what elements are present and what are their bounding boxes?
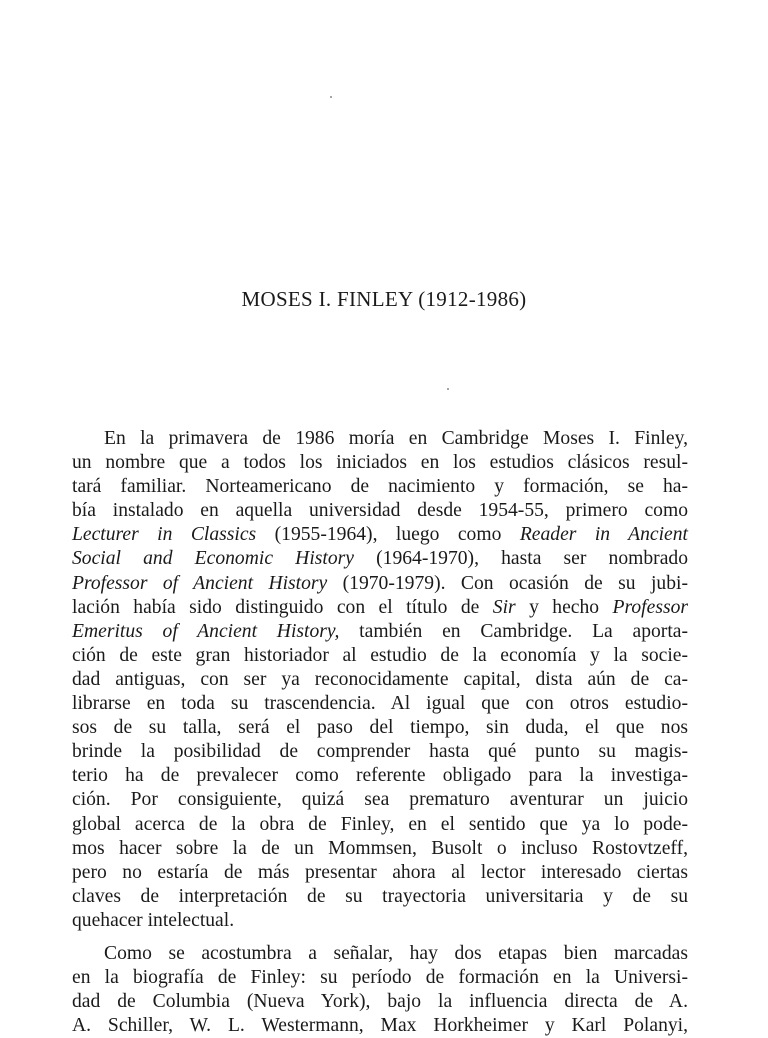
text-line [72, 523, 688, 547]
paragraph-gap [72, 933, 688, 942]
text-line [72, 740, 688, 764]
italic-text: Lecturer in Classics [72, 524, 257, 546]
text-line [72, 966, 688, 990]
text-line [72, 813, 688, 837]
text-run: claves de interpretación de su trayectoria universitaria y de su [72, 885, 688, 907]
text-run: también en Cambridge. La aporta- [339, 620, 688, 642]
text-run: A. Schiller, W. L. Westermann, Max Horkheimer y Karl Polanyi, [72, 1015, 688, 1037]
text-run: lación había sido distinguido con el título de [72, 596, 493, 618]
text-run: bía instalado en aquella universidad desde 1954-55, primero como [72, 500, 688, 522]
text-line [72, 788, 688, 812]
text-run: en la biografía de Finley: su período de formación en la Universi- [72, 967, 688, 989]
text-run: Como se acostumbra a señalar, hay dos etapas bien marcadas [104, 942, 688, 964]
text-run: terio ha de prevalecer como referente obligado para la investiga- [72, 765, 688, 787]
italic-text: Reader in Ancient [519, 524, 688, 546]
text-run: ción de este gran historiador al estudio de la economía y la socie- [72, 644, 688, 666]
text-run: (1964-1970), hasta ser nombrado [353, 548, 688, 570]
text-run: En la primavera de 1986 moría en Cambridge Moses I. Finley, [104, 428, 688, 449]
paragraph [72, 942, 688, 1038]
page-title: MOSES I. FINLEY (1912-1986) [241, 287, 527, 311]
text-run: tará familiar. Norteamericano de nacimiento y formación, se ha- [72, 476, 688, 498]
text-line [72, 475, 688, 499]
text-line [72, 990, 688, 1014]
text-line [72, 451, 688, 475]
text-run: quehacer intelectual. [72, 909, 235, 931]
italic-text: Sir [492, 596, 516, 618]
text-line [72, 764, 688, 788]
text-run: dad antiguas, con ser ya reconocidamente capital, dista aún de ca- [72, 668, 688, 690]
text-line [72, 668, 688, 692]
text-line [72, 837, 688, 861]
text-line [72, 716, 688, 740]
text-line [72, 692, 688, 716]
text-line [72, 909, 688, 933]
text-run: sos de su talla, será el paso del tiempo, sin duda, el que nos [72, 717, 688, 739]
text-run: (1955-1964), luego como [256, 524, 520, 546]
text-line [72, 427, 688, 451]
text-run: brinde la posibilidad de comprender hasta qué punto su magis- [72, 741, 688, 763]
text-run: ción. Por consiguiente, quizá sea prematuro aventurar un juicio [72, 789, 688, 811]
text-line [72, 596, 688, 620]
paragraph [72, 427, 688, 933]
text-run: global acerca de la obra de Finley, en el sentido que ya lo pode- [72, 813, 688, 835]
text-line [72, 572, 688, 596]
text-run: librarse en toda su trascendencia. Al igual que con otros estudio- [72, 693, 688, 715]
text-run: dad de Columbia (Nueva York), bajo la influencia directa de A. [72, 991, 688, 1013]
text-line [72, 885, 688, 909]
text-line [72, 861, 688, 885]
text-run: y hecho [515, 596, 613, 618]
text-line [72, 620, 688, 644]
scan-speck [447, 388, 449, 390]
text-line [72, 1014, 688, 1038]
text-run: un nombre que a todos los iniciados en los estudios clásicos resul- [72, 452, 688, 474]
italic-text: Emeritus of Ancient History, [72, 620, 340, 642]
scan-speck [330, 96, 332, 98]
text-line [72, 547, 688, 571]
italic-text: Professor [612, 596, 688, 618]
italic-text: Professor of Ancient History [72, 572, 328, 594]
text-run: pero no estaría de más presentar ahora al lector interesado ciertas [72, 861, 688, 883]
text-line [72, 499, 688, 523]
text-run: (1970-1979). Con ocasión de su jubi- [327, 572, 688, 594]
text-line [72, 942, 688, 966]
text-run: mos hacer sobre la de un Mommsen, Busolt o incluso Rostovtzeff, [72, 837, 688, 859]
text-line [72, 644, 688, 668]
body-text [72, 427, 688, 1038]
italic-text: Social and Economic History [72, 548, 354, 570]
